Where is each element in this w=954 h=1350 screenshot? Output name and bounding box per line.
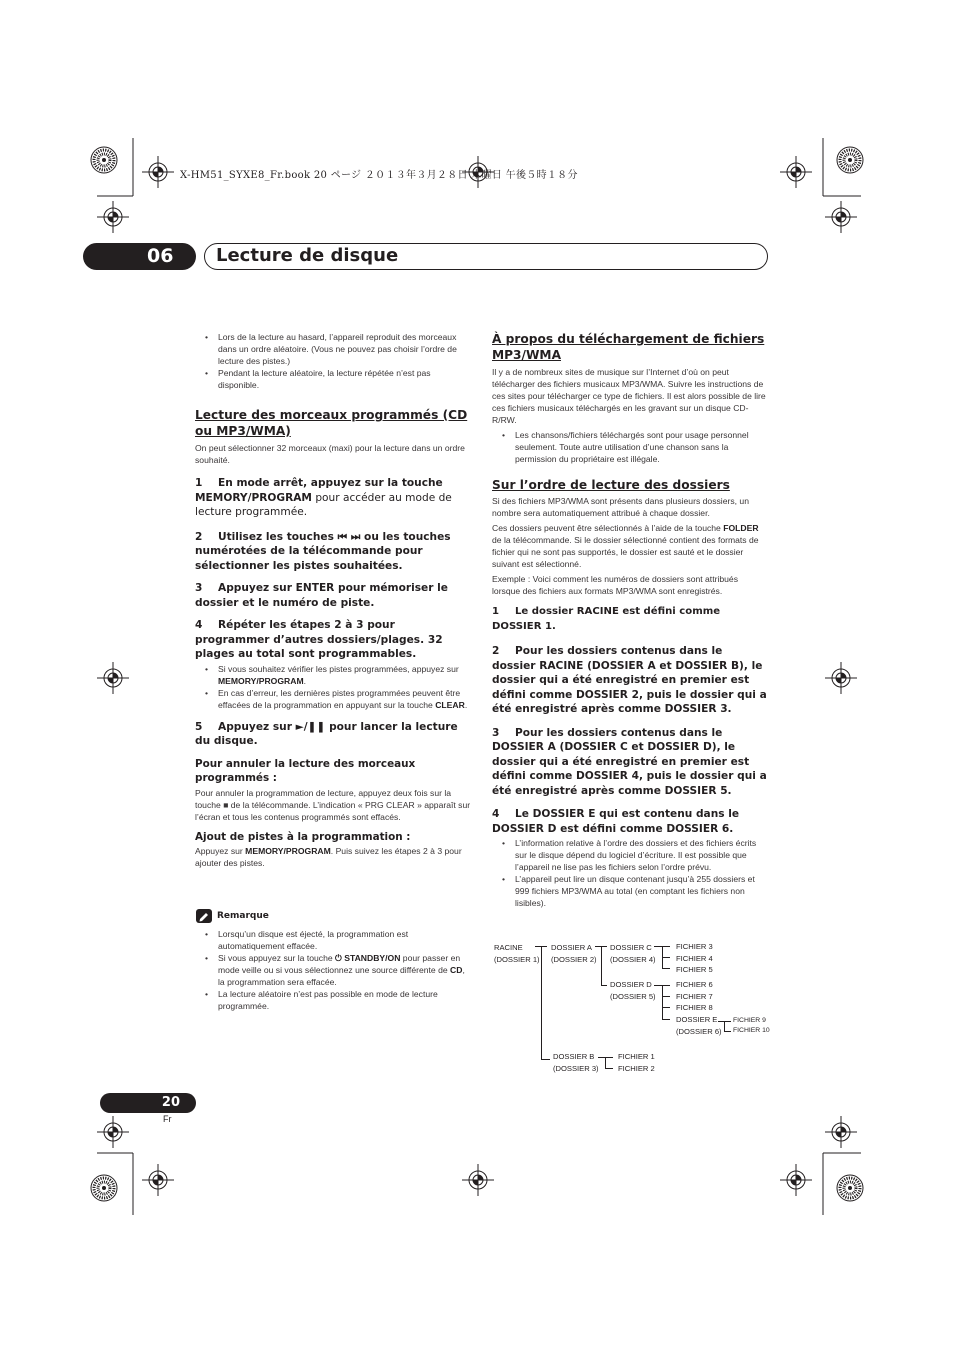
order-step-2: 2 Pour les dossiers contenus dans le dossier RACINE (DOSSIER A et DOSSIER B), le dossier qui a été enregistré en premier est défini comme DOSSIER 2, puis le dossier qui a été enregistré après comme DOSSIER 3. — [492, 645, 767, 715]
right-column — [492, 331, 768, 909]
step-number: 2 — [195, 530, 203, 543]
remark-bullet: • La lecture aléatoire n’est pas possible en mode de lecture programmée. — [195, 988, 471, 1012]
chapter-number-badge: 06 — [83, 243, 196, 270]
tree-node-dossier-b: DOSSIER B (DOSSIER 3) — [553, 1052, 599, 1073]
step-number: 3 — [492, 726, 500, 739]
tree-connector — [601, 946, 602, 986]
step-number: 4 — [492, 808, 500, 820]
order-bullet: • L’information relative à l’ordre des dossiers et des fichiers écrits sur le disque dépend du logiciel d’écriture. Il est possible que l’appareil ne lise pas les fichiers selon l’ordre prévu. — [492, 837, 768, 873]
tree-connector — [541, 946, 542, 1060]
step-2: 2 Utilisez les touches ⏮ ⏭ ou les touches numérotées de la télécommande pour sélectionner les pistes souhaitées. — [195, 530, 451, 572]
section-title-order: Sur l’ordre de lecture des dossiers — [492, 478, 730, 492]
intro-bullet: • Pendant la lecture aléatoire, la lecture répétée n’est pas disponible. — [195, 367, 471, 391]
remark-list — [195, 928, 471, 1012]
tree-node-dossier-a: DOSSIER A (DOSSIER 2) — [551, 943, 597, 964]
tree-connector — [601, 985, 607, 986]
tree-files-b: FICHIER 1 FICHIER 2 — [618, 1052, 655, 1073]
tree-connector — [605, 1068, 613, 1069]
step-number: 3 — [195, 582, 203, 594]
step-3: 3 Appuyez sur ENTER pour mémoriser le dossier et le numéro de piste. — [195, 582, 448, 609]
tree-node-dossier-e: DOSSIER E (DOSSIER 6) — [676, 1015, 722, 1036]
step-number: 2 — [492, 645, 500, 657]
step-4: 4 Répéter les étapes 2 à 3 pour programmer d’autres dossiers/plages. 32 plages au total sont programmables. — [195, 619, 443, 660]
tree-node-dossier-c: DOSSIER C (DOSSIER 4) — [610, 943, 656, 964]
download-bullet: • Les chansons/fichiers téléchargés sont pour usage personnel seulement. Toute autre utilisation d’une chanson sans la permission du propriétaire est illégale. — [492, 429, 768, 465]
add-text: Appuyez sur MEMORY/PROGRAM. Puis suivez les étapes 2 à 3 pour ajouter des pistes. — [195, 846, 462, 868]
step-5: 5 Appuyez sur ►/❚❚ pour lancer la lecture du disque. — [195, 720, 458, 747]
remark-title: Remarque — [217, 911, 269, 921]
remark-bullet: • Lorsqu’un disque est éjecté, la programmation est automatiquement effacée. — [195, 928, 471, 952]
tree-connector — [541, 1059, 550, 1060]
chapter-title: Lecture de disque — [216, 245, 399, 266]
step-4-bullet: • Si vous souhaitez vérifier les pistes programmées, appuyez sur MEMORY/PROGRAM. — [195, 663, 471, 687]
order-para: Si des fichiers MP3/WMA sont présents dans plusieurs dossiers, un nombre sera automatiquement attribué à chaque dossier. — [492, 496, 749, 518]
order-step-1: 1 Le dossier RACINE est défini comme DOSSIER 1. — [492, 606, 721, 632]
tree-connector — [724, 1031, 731, 1032]
tree-connector — [662, 996, 670, 997]
tree-connector — [662, 985, 663, 1020]
order-bullet: • L’appareil peut lire un disque contenant jusqu’à 255 dossiers et 999 fichiers MP3/WMA au total (en comptant les fichiers non lisibles). — [492, 873, 768, 909]
tree-connector — [662, 1007, 670, 1008]
order-para: Ces dossiers peuvent être sélectionnés à l’aide de la touche FOLDER de la télécommande. Si le dossier sélectionné contient des formats de fichier qui ne sont pas supportés, le dossier est sauté et le dossier suivant est sélectionné. — [492, 523, 759, 569]
tree-connector — [662, 957, 670, 958]
step-number: 1 — [492, 606, 500, 617]
intro-bullet: • Lors de la lecture au hasard, l’appareil reproduit des morceaux dans un ordre aléatoire. (Vous ne pouvez pas choisir l’ordre de lecture des pistes.) — [195, 331, 471, 367]
section-intro: On peut sélectionner 32 morceaux (maxi) pour la lecture dans un ordre souhaité. — [195, 443, 465, 465]
page-number-badge: 20 — [100, 1093, 196, 1113]
section-title-programmed: Lecture des morceaux programmés (CD ou MP3/WMA) — [195, 408, 468, 438]
order-example: Exemple : Voici comment les numéros de dossiers sont attribués lorsque des fichiers aux formats MP3/WMA sont enregistrés. — [492, 574, 738, 596]
step-number: 4 — [195, 619, 203, 631]
download-text: Il y a de nombreux sites de musique sur l’Internet d’où on peut télécharger des fichiers musicaux MP3/WMA. Suivre les instructions de ces sites pour télécharger ce type de fichiers. Il est alors possible de lire ces fichiers musicaux téléchargés en les gravant sur un disque CD-R/RW. — [492, 367, 766, 425]
order-step-4: 4 Le DOSSIER E qui est contenu dans le DOSSIER D est défini comme DOSSIER 6. — [492, 808, 740, 835]
step-number: 5 — [195, 720, 203, 733]
page-language: Fr — [163, 1114, 172, 1124]
tree-connector — [662, 968, 670, 969]
cancel-title: Pour annuler la lecture des morceaux programmés : — [195, 757, 416, 784]
tree-connector — [662, 1019, 670, 1020]
remark-bullet: • Si vous appuyez sur la touche ⏻ STANDBY/ON pour passer en mode veille ou si vous sélectionnez une source différente de CD, la programmation sera effacée. — [195, 952, 471, 988]
remark-icon — [196, 909, 212, 923]
step-4-bullet: • En cas d’erreur, les dernières pistes programmées peuvent être effacées de la programmation en appuyant sur la touche CLEAR. — [195, 687, 471, 711]
book-header-line: X-HM51_SYXE8_Fr.book 20 ページ ２０１３年３月２８日 木曜日 午後５時１８分 — [180, 170, 578, 181]
section-title-download: À propos du téléchargement de fichiers MP3/WMA — [492, 332, 765, 362]
step-number: 1 — [195, 477, 203, 489]
step-1: 1 En mode arrêt, appuyez sur la touche MEMORY/PROGRAM pour accéder au mode de lecture programmée. — [195, 477, 452, 518]
add-title: Ajout de pistes à la programmation : — [195, 830, 411, 843]
left-column — [195, 331, 471, 869]
tree-files-c: FICHIER 3 FICHIER 4 FICHIER 5 — [676, 942, 713, 974]
order-step-3: 3 Pour les dossiers contenus dans le DOSSIER A (DOSSIER C et DOSSIER D), le dossier qui a été enregistré en premier est défini comme DOSSIER 4, puis le dossier qui a été enregistré après comme DOSSIER 5. — [492, 726, 767, 797]
cancel-text: Pour annuler la programmation de lecture, appuyez deux fois sur la touche ■ de la télécommande. L’indication « PRG CLEAR » apparaît sur l’écran et tous les contenus programmés sont effacés. — [195, 787, 471, 822]
tree-node-racine: RACINE (DOSSIER 1) — [494, 943, 540, 964]
tree-node-dossier-d: DOSSIER D (DOSSIER 5) — [610, 980, 656, 1001]
tree-files-d: FICHIER 6 FICHIER 7 FICHIER 8 — [676, 980, 713, 1012]
tree-files-e: FICHIER 9 FICHIER 10 — [733, 1017, 770, 1034]
